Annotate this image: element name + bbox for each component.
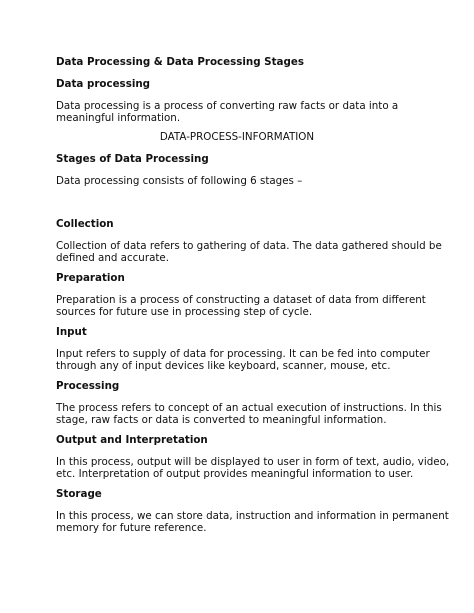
stages-heading: Stages of Data Processing (56, 153, 209, 165)
intro-line: meaningful information. (56, 112, 181, 124)
intro-line: Data processing is a process of converting raw facts or data into a (56, 100, 399, 112)
stage-line: In this process, we can store data, instruction and information in permanent (56, 510, 449, 522)
stage-line: through any of input devices like keyboard, scanner, mouse, etc. (56, 360, 391, 372)
stage-heading-output: Output and Interpretation (56, 434, 208, 446)
stage-heading-storage: Storage (56, 488, 102, 500)
stage-heading-processing: Processing (56, 380, 120, 392)
stage-heading-preparation: Preparation (56, 272, 125, 284)
stages-intro: Data processing consists of following 6 stages – (56, 175, 303, 187)
stage-line: In this process, output will be displayed to user in form of text, audio, video, (56, 456, 450, 468)
stage-line: Input refers to supply of data for processing. It can be fed into computer (56, 348, 430, 360)
stage-line: etc. Interpretation of output provides meaningful information to user. (56, 468, 414, 480)
stage-heading-input: Input (56, 326, 87, 338)
flow-text: DATA-PROCESS-INFORMATION (159, 131, 315, 143)
stage-heading-collection: Collection (56, 218, 114, 230)
stage-line: memory for future reference. (56, 522, 207, 534)
stage-line: Collection of data refers to gathering of data. The data gathered should be (56, 240, 442, 252)
stage-line: Preparation is a process of constructing a dataset of data from different (56, 294, 426, 306)
stage-line: The process refers to concept of an actual execution of instructions. In this (56, 402, 442, 414)
stage-line: stage, raw facts or data is converted to meaningful information. (56, 414, 387, 426)
intro-heading: Data processing (56, 78, 151, 90)
document-title: Data Processing & Data Processing Stages (56, 56, 304, 68)
stage-line: defined and accurate. (56, 252, 170, 264)
stage-line: sources for future use in processing step of cycle. (56, 306, 313, 318)
